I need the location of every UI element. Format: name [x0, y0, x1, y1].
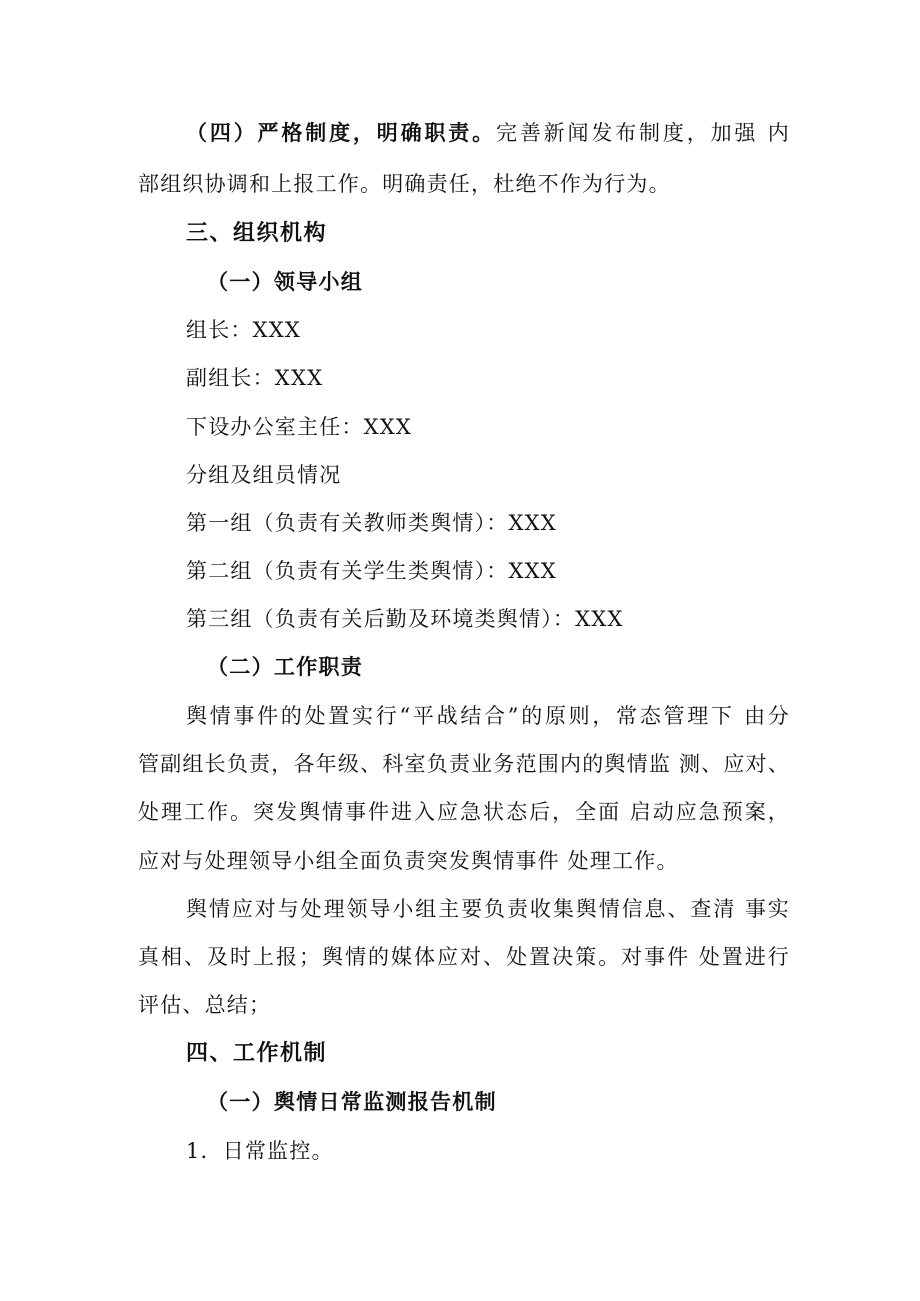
paragraph-line: 评估、总结；: [138, 993, 272, 1017]
group-3-line: 第三组（负责有关后勤及环境类舆情）：XXX: [186, 607, 624, 631]
list-item: 1．日常监控。: [186, 1139, 334, 1163]
group-1-line: 第一组（负责有关教师类舆情）：XXX: [186, 511, 557, 535]
leader-line: 组长：XXX: [186, 318, 302, 342]
paragraph-bold-lead: （四）严格制度，明确职责。: [186, 121, 496, 145]
paragraph-line: 管副组长负责，各年级、科室负责业务范围内的舆情监 测、应对、: [138, 752, 790, 776]
paragraph-line: 舆情应对与处理领导小组主要负责收集舆情信息、查清 事实: [186, 897, 790, 921]
paragraph-line: 应对与处理领导小组全面负责突发舆情事件 处理工作。: [138, 849, 679, 873]
deputy-leader-line: 副组长：XXX: [186, 366, 324, 390]
office-director-line: 下设办公室主任：XXX: [186, 415, 413, 439]
paragraph-text: 完善新闻发布制度，加强 内: [495, 121, 790, 145]
subsection-heading: （一）领导小组: [207, 270, 364, 294]
groups-title: 分组及组员情况: [186, 463, 342, 487]
subsection-heading: （一）舆情日常监测报告机制: [207, 1090, 497, 1114]
paragraph-line: [186, 118, 790, 148]
group-2-line: 第二组（负责有关学生类舆情）：XXX: [186, 559, 557, 583]
paragraph-line: 处理工作。突发舆情事件进入应急状态后，全面 启动应急预案，: [138, 800, 790, 824]
section-heading: 四、工作机制: [186, 1041, 328, 1066]
paragraph-line: 真相、及时上报；舆情的媒体应对、处置决策。对事件 处置进行: [138, 945, 790, 969]
section-heading: 三、组织机构: [186, 221, 328, 246]
paragraph-line: 舆情事件的处置实行“平战结合”的原则，常态管理下 由分: [186, 704, 790, 728]
paragraph-line: 部组织协调和上报工作。明确责任，杜绝不作为行为。: [138, 172, 671, 196]
subsection-heading: （二）工作职责: [207, 655, 364, 679]
